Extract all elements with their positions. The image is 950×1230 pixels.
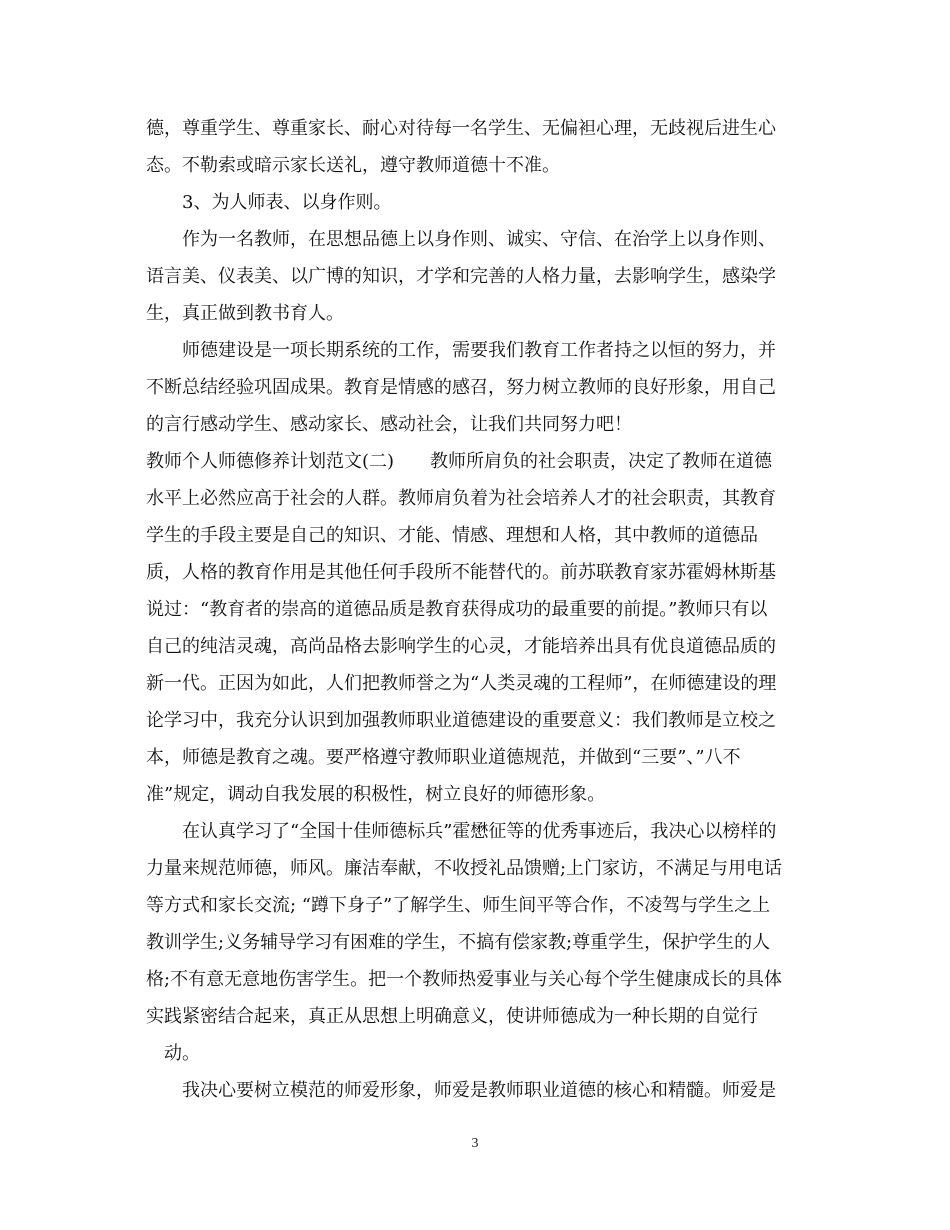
text-line: 水平上必然应高于社会的人群。教师肩负着为社会培养人才的社会职责，其教育 — [146, 488, 776, 509]
text-line: 准”规定，调动自我发展的积极性，树立良好的师德形象。 — [146, 784, 606, 805]
text-line: 格;不有意无意地伤害学生。把一个教师热爱事业与关心每个学生健康成长的具体 — [146, 969, 783, 990]
text-line: 自己的纯洁灵魂，高尚品格去影响学生的心灵，才能培养出具有优良道德品质的 — [146, 636, 776, 657]
text-line: 说过：“教育者的崇高的道德品质是教育获得成功的最重要的前提。”教师只有以 — [146, 599, 768, 620]
text-line: 新一代。正因为如此，人们把教师誉之为“人类灵魂的工程师”，在师德建设的理 — [146, 673, 777, 694]
text-line: 等方式和家长交流; “蹲下身子”了解学生、师生间平等合作，不凌驾与学生之上 — [146, 895, 771, 916]
text-line: 作为一名教师，在思想品德上以身作则、诚实、守信、在治学上以身作则、 — [182, 229, 776, 250]
text-line: 教师个人师德修养计划范文(二) 教师所肩负的社会职责，决定了教师在道德 — [146, 451, 773, 472]
text-line: 的言行感动学生、感动家长、感动社会，让我们共同努力吧！ — [146, 414, 632, 435]
text-line: 不断总结经验巩固成果。教育是情感的感召，努力树立教师的良好形象，用自己 — [146, 377, 776, 398]
text-line: 3、为人师表、以身作则。 — [182, 192, 392, 213]
text-line: 论学习中，我充分认识到加强教师职业道德建设的重要意义：我们教师是立校之 — [146, 710, 776, 731]
text-line: 我决心要树立模范的师爱形象，师爱是教师职业道德的核心和精髓。师爱是 — [182, 1080, 776, 1101]
text-line: 态。不勒索或暗示家长送礼，遵守教师道德十不准。 — [146, 155, 560, 176]
text-line: 师德建设是一项长期系统的工作，需要我们教育工作者持之以恒的努力，并 — [182, 340, 776, 361]
text-line: 动。 — [164, 1043, 200, 1064]
text-line: 生，真正做到教书育人。 — [146, 303, 344, 324]
text-line: 力量来规范师德，师风。廉洁奉献，不收授礼品馈赠;上门家访，不满足与用电话 — [146, 858, 783, 879]
text-line: 德，尊重学生、尊重家长、耐心对待每一名学生、无偏袒心理，无歧视后进生心 — [146, 118, 776, 139]
text-line: 本，师德是教育之魂。要严格遵守教师职业道德规范，并做到“三要”、”八不 — [146, 747, 741, 768]
text-line: 教训学生;义务辅导学习有困难的学生，不搞有偿家教;尊重学生，保护学生的人 — [146, 932, 771, 953]
text-line: 学生的手段主要是自己的知识、才能、情感、理想和人格，其中教师的道德品 — [146, 525, 758, 546]
text-line: 质，人格的教育作用是其他任何手段所不能替代的。前苏联教育家苏霍姆林斯基 — [146, 562, 776, 583]
text-line: 实践紧密结合起来，真正从思想上明确意义，使讲师德成为一种长期的自觉行 — [146, 1006, 758, 1027]
text-line: 语言美、仪表美、以广博的知识，才学和完善的人格力量，去影响学生，感染学 — [146, 266, 776, 287]
text-line: 在认真学习了“全国十佳师德标兵”霍懋征等的优秀事迹后，我决心以榜样的 — [182, 821, 777, 842]
page-number: 3 — [471, 1136, 479, 1151]
